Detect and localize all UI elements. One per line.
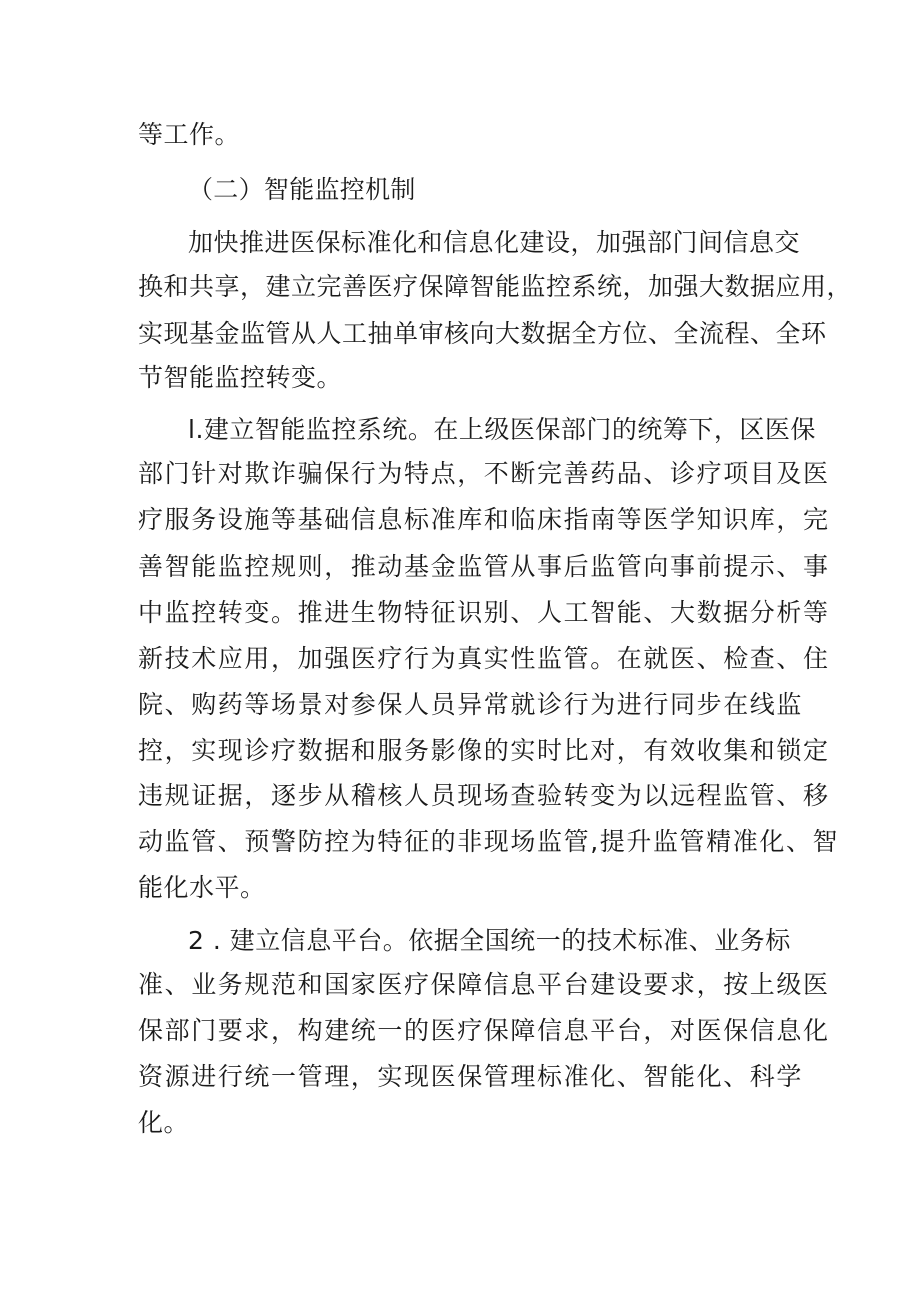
text-line: 化。 <box>138 1108 190 1137</box>
text-line: 资源进行统一管理，实现医保管理标准化、智能化、科学 <box>138 1062 804 1091</box>
text-line: 院、购药等场景对参保人员异常就诊行为进行同步在线监 <box>138 690 804 719</box>
text-line: 新技术应用，加强医疗行为真实性监管。在就医、检查、住 <box>138 644 830 673</box>
text-line: 保部门要求，构建统一的医疗保障信息平台，对医保信息化 <box>138 1016 830 1045</box>
text-line: 动监管、预警防控为特征的非现场监管,提升监管精准化、智 <box>138 827 840 856</box>
text-line: 准、业务规范和国家医疗保障信息平台建设要求，按上级医 <box>138 970 830 999</box>
text-line: 疗服务设施等基础信息标准库和临床指南等医学知识库，完 <box>138 505 830 534</box>
text-line: 节智能监控转变。 <box>138 363 343 392</box>
text-line: 2 . 建立信息平台。依据全国统一的技术标准、业务标 <box>188 926 791 955</box>
text-line: 加快推进医保标准化和信息化建设，加强部门间信息交 <box>188 228 801 257</box>
text-line: 等工作。 <box>138 120 241 149</box>
text-line: 善智能监控规则，推动基金监管从事后监管向事前提示、事 <box>138 552 830 581</box>
section-heading: （二）智能监控机制 <box>188 175 416 204</box>
text-line: 违规证据，逐步从稽核人员现场查验转变为以远程监管、移 <box>138 781 830 810</box>
text-line: l.建立智能监控系统。在上级医保部门的统筹下，区医保 <box>188 415 816 444</box>
text-line: 能化水平。 <box>138 873 266 902</box>
text-line: 中监控转变。推进生物特征识别、人工智能、大数据分析等 <box>138 598 830 627</box>
text-line: 部门针对欺诈骗保行为特点，不断完善药品、诊疗项目及医 <box>138 459 830 488</box>
text-line: 实现基金监管从人工抽单审核向大数据全方位、全流程、全环 <box>138 319 827 348</box>
text-line: 控，实现诊疗数据和服务影像的实时比对，有效收集和锁定 <box>138 736 830 765</box>
text-line: 换和共享，建立完善医疗保障智能监控系统，加强大数据应用， <box>138 272 853 301</box>
